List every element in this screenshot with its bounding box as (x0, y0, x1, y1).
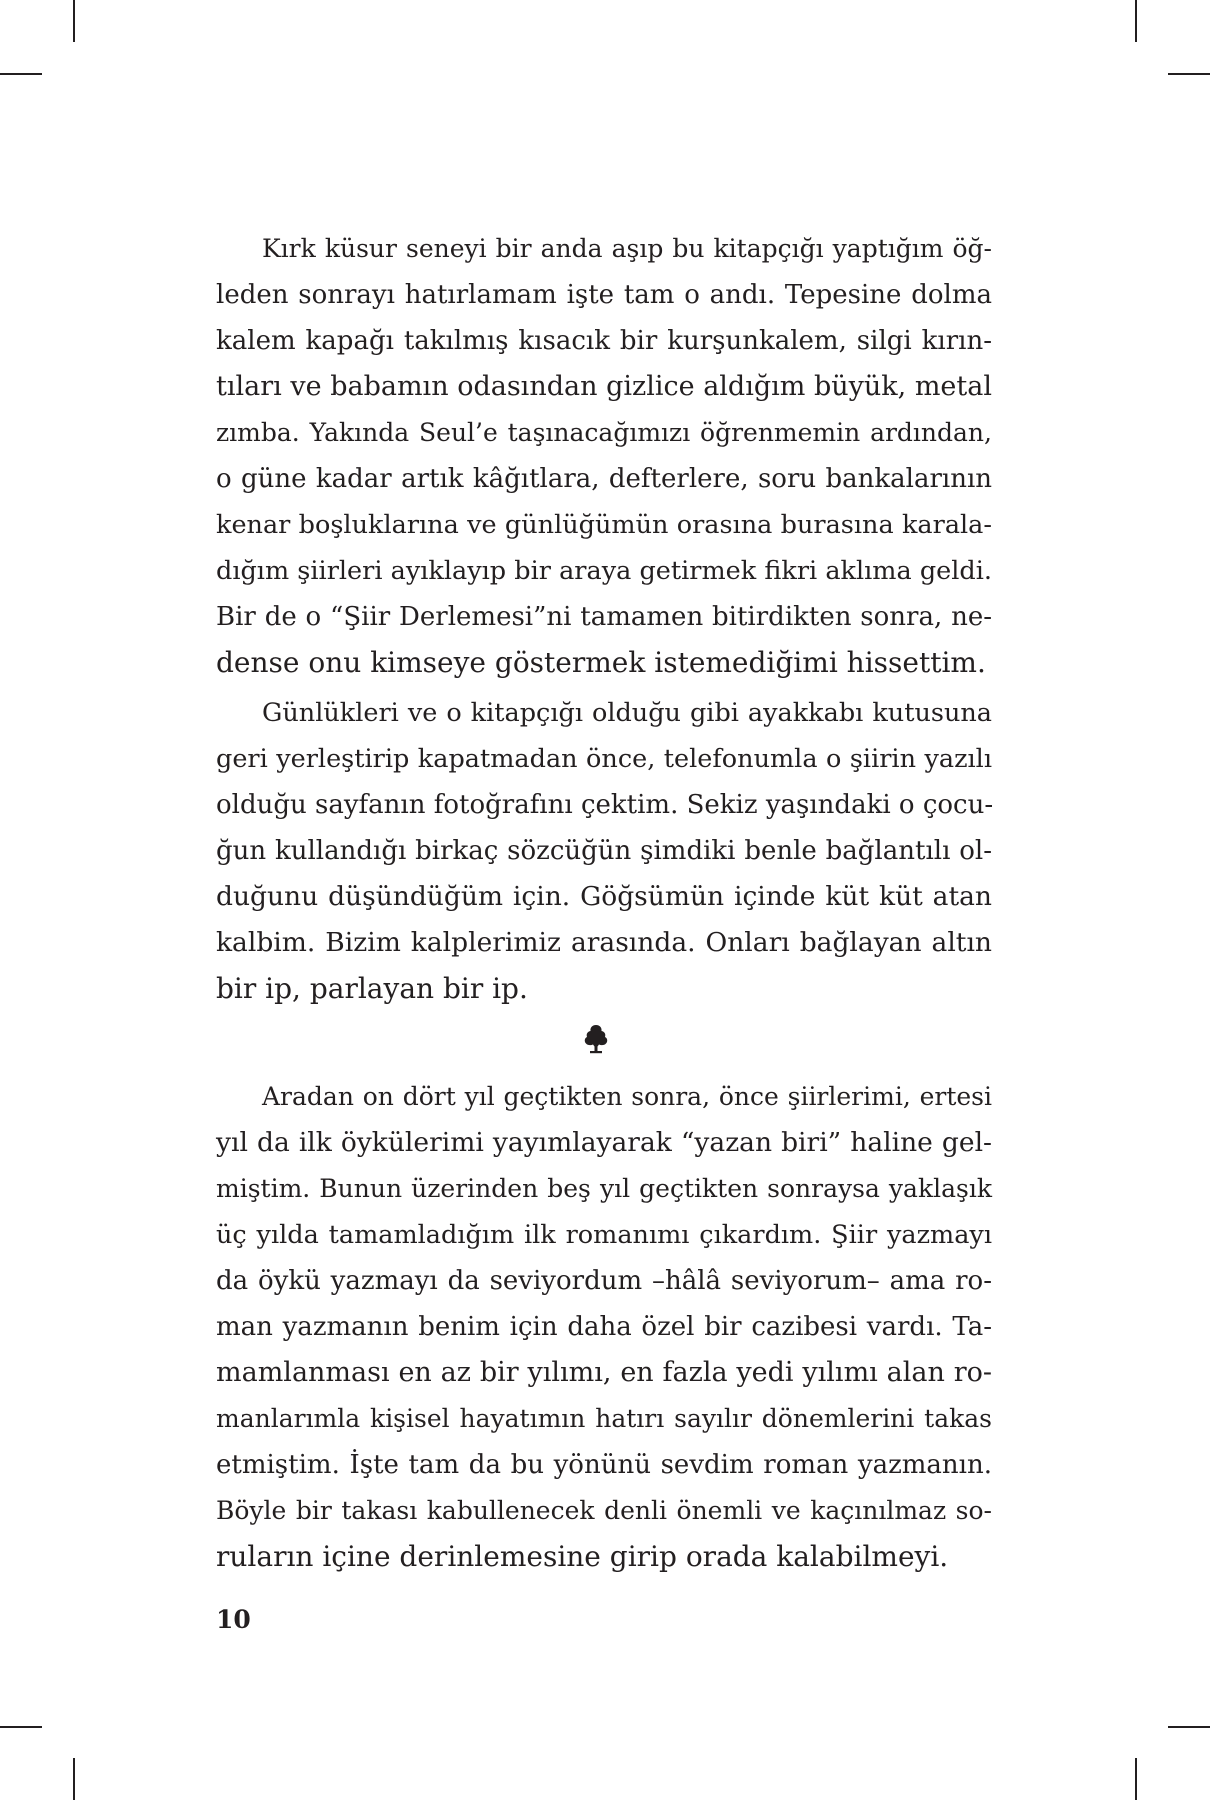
text-line: da öykü yazmayı da seviyordum –hâlâ seviyorum– ama ro- (216, 1266, 992, 1296)
text-line: man yazmanın benim için daha özel bir cazibesi vardı. Ta- (216, 1312, 992, 1342)
crop-mark-top-left (73, 0, 75, 42)
text-line: Aradan on dört yıl geçtikten sonra, önce şiirlerimi, ertesi (262, 1082, 992, 1111)
text-line: Böyle bir takası kabullenecek denli önemli ve kaçınılmaz so- (216, 1496, 992, 1525)
tree-ornament-icon (583, 1024, 609, 1054)
text-line: üç yılda tamamladığım ilk romanımı çıkardım. Şiir yazmayı (216, 1220, 992, 1250)
text-line: Kırk küsur seneyi bir anda aşıp bu kitapçığı yaptığım öğ- (262, 234, 992, 263)
text-line: mamlanması en az bir yılımı, en fazla yedi yılımı alan ro- (216, 1357, 992, 1388)
text-line: dığım şiirleri ayıklayıp bir araya getirmek fikri aklıma geldi. (216, 556, 992, 586)
text-line: ğun kullandığı birkaç sözcüğün şimdiki benle bağlantılı ol- (216, 836, 992, 866)
crop-mark-right-bottom (1168, 1726, 1210, 1728)
paragraph-1 (216, 226, 992, 686)
text-line: miştim. Bunun üzerinden beş yıl geçtikten sonraysa yaklaşık (216, 1174, 992, 1203)
text-line: etmiştim. İşte tam da bu yönünü sevdim roman yazmanın. (216, 1450, 992, 1480)
text-line: leden sonrayı hatırlamam işte tam o andı. Tepesine dolma (216, 280, 992, 310)
crop-mark-left-top (0, 73, 42, 75)
text-line: ruların içine derinlemesine girip orada kalabilmeyi. (216, 1540, 949, 1573)
text-line: zımba. Yakında Seul’e taşınacağımızı öğrenmemin ardından, (216, 418, 992, 447)
text-line: manlarımla kişisel hayatımın hatırı sayılır dönemlerini takas (216, 1404, 992, 1433)
crop-mark-bottom-left (73, 1758, 75, 1800)
text-line: bir ip, parlayan bir ip. (216, 972, 528, 1005)
text-line: Bir de o “Şiir Derlemesi”ni tamamen bitirdikten sonra, ne- (216, 602, 992, 632)
text-line: dense onu kimseye göstermek istemediğimi hissettim. (216, 646, 986, 679)
paragraph-2 (216, 690, 992, 1012)
text-line: geri yerleştirip kapatmadan önce, telefonumla o şiirin yazılı (216, 744, 992, 774)
crop-mark-bottom-right (1135, 1758, 1137, 1800)
crop-mark-right-top (1168, 73, 1210, 75)
text-line: tıları ve babamın odasından gizlice aldığım büyük, metal (216, 371, 992, 402)
text-line: kalbim. Bizim kalplerimiz arasında. Onları bağlayan altın (216, 927, 992, 958)
crop-mark-left-bottom (0, 1726, 42, 1728)
crop-mark-top-right (1135, 0, 1137, 42)
text-line: olduğu sayfanın fotoğrafını çektim. Sekiz yaşındaki o çocu- (216, 790, 994, 820)
text-line: yıl da ilk öykülerimi yayımlayarak “yazan biri” haline gel- (216, 1127, 992, 1158)
text-line: kenar boşluklarına ve günlüğümün orasına burasına karala- (216, 510, 992, 540)
text-line: kalem kapağı takılmış kısacık bir kurşunkalem, silgi kırın- (216, 326, 992, 356)
paragraph-3 (216, 1074, 992, 1580)
text-line: o güne kadar artık kâğıtlara, defterlere, soru bankalarının (216, 464, 992, 494)
page-number: 10 (216, 1605, 251, 1634)
text-line: Günlükleri ve o kitapçığı olduğu gibi ayakkabı kutusuna (262, 698, 992, 728)
text-line: duğunu düşündüğüm için. Göğsümün içinde küt küt atan (216, 881, 992, 912)
